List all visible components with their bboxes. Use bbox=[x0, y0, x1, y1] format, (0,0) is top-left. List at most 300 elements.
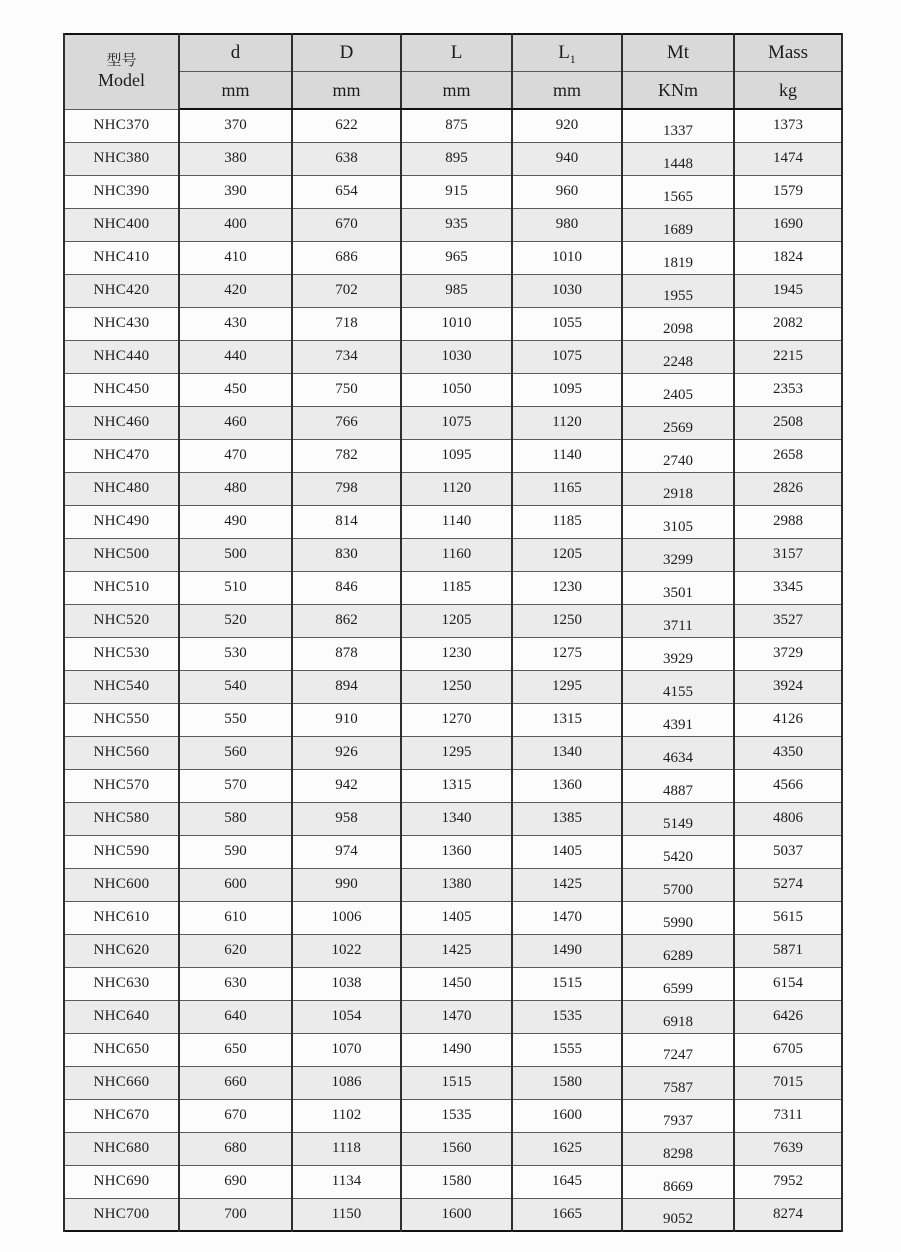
model-cell: NHC590 bbox=[64, 835, 179, 868]
value-cell-d: 640 bbox=[179, 1000, 292, 1033]
table-row bbox=[64, 1099, 842, 1132]
table-row bbox=[64, 1033, 842, 1066]
value-cell-L1: 1315 bbox=[512, 703, 622, 736]
value-cell-D: 702 bbox=[292, 274, 401, 307]
mt-value: 2248 bbox=[663, 353, 693, 370]
value-cell-L: 1490 bbox=[401, 1033, 512, 1066]
value-cell-Mass: 2082 bbox=[734, 307, 842, 340]
value-cell-D: 846 bbox=[292, 571, 401, 604]
value-cell-L1: 920 bbox=[512, 109, 622, 142]
value-cell-L1: 1645 bbox=[512, 1165, 622, 1198]
value-cell-Mt bbox=[622, 373, 734, 406]
value-cell-Mt bbox=[622, 1000, 734, 1033]
value-cell-D: 942 bbox=[292, 769, 401, 802]
value-cell-Mass: 4566 bbox=[734, 769, 842, 802]
value-cell-d: 460 bbox=[179, 406, 292, 439]
value-cell-d: 600 bbox=[179, 868, 292, 901]
table-row bbox=[64, 241, 842, 274]
table-row bbox=[64, 901, 842, 934]
model-cell: NHC700 bbox=[64, 1198, 179, 1231]
value-cell-L: 1140 bbox=[401, 505, 512, 538]
value-cell-L1: 1165 bbox=[512, 472, 622, 505]
model-cell: NHC610 bbox=[64, 901, 179, 934]
table-row bbox=[64, 802, 842, 835]
value-cell-L: 1230 bbox=[401, 637, 512, 670]
value-cell-d: 690 bbox=[179, 1165, 292, 1198]
value-cell-Mt bbox=[622, 340, 734, 373]
value-cell-Mt bbox=[622, 1066, 734, 1099]
value-cell-Mt bbox=[622, 1033, 734, 1066]
value-cell-Mt bbox=[622, 439, 734, 472]
value-cell-Mt bbox=[622, 637, 734, 670]
table-row bbox=[64, 274, 842, 307]
value-cell-L1: 1360 bbox=[512, 769, 622, 802]
value-cell-L: 875 bbox=[401, 109, 512, 142]
table-row bbox=[64, 208, 842, 241]
value-cell-Mt bbox=[622, 934, 734, 967]
value-cell-Mt bbox=[622, 241, 734, 274]
value-cell-L: 1315 bbox=[401, 769, 512, 802]
value-cell-L: 1380 bbox=[401, 868, 512, 901]
value-cell-Mt bbox=[622, 604, 734, 637]
spec-table bbox=[63, 33, 843, 1232]
value-cell-Mass: 1690 bbox=[734, 208, 842, 241]
table-row bbox=[64, 1066, 842, 1099]
model-cell: NHC400 bbox=[64, 208, 179, 241]
value-cell-D: 622 bbox=[292, 109, 401, 142]
value-cell-Mass: 1824 bbox=[734, 241, 842, 274]
value-cell-Mt bbox=[622, 703, 734, 736]
table-row bbox=[64, 373, 842, 406]
value-cell-D: 782 bbox=[292, 439, 401, 472]
value-cell-Mass: 1945 bbox=[734, 274, 842, 307]
value-cell-Mt bbox=[622, 538, 734, 571]
col-header-Mass: Mass bbox=[734, 34, 842, 72]
value-cell-L: 1425 bbox=[401, 934, 512, 967]
value-cell-Mt bbox=[622, 1165, 734, 1198]
value-cell-D: 638 bbox=[292, 142, 401, 175]
value-cell-Mass: 1373 bbox=[734, 109, 842, 142]
value-cell-L: 1030 bbox=[401, 340, 512, 373]
value-cell-Mass: 2508 bbox=[734, 406, 842, 439]
model-cell: NHC390 bbox=[64, 175, 179, 208]
value-cell-L: 1120 bbox=[401, 472, 512, 505]
model-cell: NHC410 bbox=[64, 241, 179, 274]
value-cell-L: 1450 bbox=[401, 967, 512, 1000]
value-cell-Mt bbox=[622, 967, 734, 1000]
value-cell-Mt bbox=[622, 868, 734, 901]
value-cell-L1: 1340 bbox=[512, 736, 622, 769]
value-cell-d: 400 bbox=[179, 208, 292, 241]
value-cell-D: 990 bbox=[292, 868, 401, 901]
value-cell-L: 1360 bbox=[401, 835, 512, 868]
mt-value: 8298 bbox=[663, 1145, 693, 1162]
value-cell-Mt bbox=[622, 472, 734, 505]
value-cell-L1: 1425 bbox=[512, 868, 622, 901]
value-cell-L1: 1555 bbox=[512, 1033, 622, 1066]
model-cell: NHC370 bbox=[64, 109, 179, 142]
mt-value: 2569 bbox=[663, 419, 693, 436]
value-cell-Mass: 3345 bbox=[734, 571, 842, 604]
value-cell-D: 1054 bbox=[292, 1000, 401, 1033]
value-cell-L: 1295 bbox=[401, 736, 512, 769]
value-cell-L: 1470 bbox=[401, 1000, 512, 1033]
table-row bbox=[64, 835, 842, 868]
value-cell-L: 1535 bbox=[401, 1099, 512, 1132]
mt-value: 6599 bbox=[663, 980, 693, 997]
col-header-L1-subscript: 1 bbox=[569, 51, 576, 66]
col-unit-L: mm bbox=[401, 72, 512, 110]
col-unit-Mass: kg bbox=[734, 72, 842, 110]
table-row bbox=[64, 538, 842, 571]
value-cell-L1: 1275 bbox=[512, 637, 622, 670]
value-cell-L1: 1140 bbox=[512, 439, 622, 472]
value-cell-d: 430 bbox=[179, 307, 292, 340]
mt-value: 1565 bbox=[663, 188, 693, 205]
value-cell-Mt bbox=[622, 109, 734, 142]
value-cell-L1: 1120 bbox=[512, 406, 622, 439]
value-cell-L1: 1535 bbox=[512, 1000, 622, 1033]
value-cell-d: 510 bbox=[179, 571, 292, 604]
model-cell: NHC630 bbox=[64, 967, 179, 1000]
mt-value: 1448 bbox=[663, 155, 693, 172]
value-cell-L: 1050 bbox=[401, 373, 512, 406]
value-cell-Mt bbox=[622, 1132, 734, 1165]
value-cell-D: 798 bbox=[292, 472, 401, 505]
mt-value: 5700 bbox=[663, 881, 693, 898]
value-cell-d: 490 bbox=[179, 505, 292, 538]
value-cell-Mass: 2353 bbox=[734, 373, 842, 406]
value-cell-Mass: 5871 bbox=[734, 934, 842, 967]
value-cell-L: 1205 bbox=[401, 604, 512, 637]
model-cell: NHC560 bbox=[64, 736, 179, 769]
model-cell: NHC470 bbox=[64, 439, 179, 472]
value-cell-d: 410 bbox=[179, 241, 292, 274]
mt-value: 4391 bbox=[663, 716, 693, 733]
mt-value: 8669 bbox=[663, 1178, 693, 1195]
model-cell: NHC520 bbox=[64, 604, 179, 637]
value-cell-D: 670 bbox=[292, 208, 401, 241]
value-cell-L: 965 bbox=[401, 241, 512, 274]
mt-value: 2918 bbox=[663, 485, 693, 502]
model-cell: NHC440 bbox=[64, 340, 179, 373]
table-row bbox=[64, 769, 842, 802]
mt-value: 5990 bbox=[663, 914, 693, 931]
value-cell-L1: 1010 bbox=[512, 241, 622, 274]
table-row bbox=[64, 868, 842, 901]
value-cell-Mass: 4350 bbox=[734, 736, 842, 769]
mt-value: 6918 bbox=[663, 1013, 693, 1030]
value-cell-Mass: 4126 bbox=[734, 703, 842, 736]
model-cell: NHC680 bbox=[64, 1132, 179, 1165]
model-cell: NHC620 bbox=[64, 934, 179, 967]
value-cell-L: 1405 bbox=[401, 901, 512, 934]
value-cell-Mass: 3729 bbox=[734, 637, 842, 670]
model-cell: NHC420 bbox=[64, 274, 179, 307]
value-cell-L1: 960 bbox=[512, 175, 622, 208]
table-row bbox=[64, 1165, 842, 1198]
model-cell: NHC650 bbox=[64, 1033, 179, 1066]
value-cell-Mass: 5274 bbox=[734, 868, 842, 901]
value-cell-d: 610 bbox=[179, 901, 292, 934]
value-cell-d: 670 bbox=[179, 1099, 292, 1132]
table-row bbox=[64, 340, 842, 373]
value-cell-L1: 1625 bbox=[512, 1132, 622, 1165]
table-row bbox=[64, 109, 842, 142]
header-model-en: Model bbox=[98, 69, 145, 90]
value-cell-d: 680 bbox=[179, 1132, 292, 1165]
value-cell-Mass: 2658 bbox=[734, 439, 842, 472]
value-cell-d: 590 bbox=[179, 835, 292, 868]
value-cell-D: 1118 bbox=[292, 1132, 401, 1165]
value-cell-D: 766 bbox=[292, 406, 401, 439]
mt-value: 3299 bbox=[663, 551, 693, 568]
value-cell-D: 862 bbox=[292, 604, 401, 637]
value-cell-Mt bbox=[622, 769, 734, 802]
value-cell-L1: 1230 bbox=[512, 571, 622, 604]
model-cell: NHC430 bbox=[64, 307, 179, 340]
mt-value: 1955 bbox=[663, 287, 693, 304]
value-cell-L: 1160 bbox=[401, 538, 512, 571]
model-cell: NHC510 bbox=[64, 571, 179, 604]
value-cell-Mt bbox=[622, 142, 734, 175]
value-cell-Mt bbox=[622, 901, 734, 934]
value-cell-d: 370 bbox=[179, 109, 292, 142]
table-row bbox=[64, 175, 842, 208]
value-cell-L1: 1515 bbox=[512, 967, 622, 1000]
value-cell-d: 530 bbox=[179, 637, 292, 670]
model-cell: NHC480 bbox=[64, 472, 179, 505]
mt-value: 3929 bbox=[663, 650, 693, 667]
value-cell-d: 390 bbox=[179, 175, 292, 208]
value-cell-L1: 1095 bbox=[512, 373, 622, 406]
table-row bbox=[64, 307, 842, 340]
value-cell-D: 1070 bbox=[292, 1033, 401, 1066]
mt-value: 1337 bbox=[663, 122, 693, 139]
value-cell-Mass: 1474 bbox=[734, 142, 842, 175]
table-row bbox=[64, 637, 842, 670]
table-row bbox=[64, 1000, 842, 1033]
value-cell-Mass: 2988 bbox=[734, 505, 842, 538]
mt-value: 4155 bbox=[663, 683, 693, 700]
value-cell-d: 470 bbox=[179, 439, 292, 472]
model-cell: NHC380 bbox=[64, 142, 179, 175]
value-cell-D: 894 bbox=[292, 670, 401, 703]
value-cell-Mass: 2215 bbox=[734, 340, 842, 373]
value-cell-D: 1006 bbox=[292, 901, 401, 934]
value-cell-d: 450 bbox=[179, 373, 292, 406]
value-cell-Mass: 4806 bbox=[734, 802, 842, 835]
model-cell: NHC540 bbox=[64, 670, 179, 703]
value-cell-D: 654 bbox=[292, 175, 401, 208]
value-cell-L1: 940 bbox=[512, 142, 622, 175]
value-cell-D: 974 bbox=[292, 835, 401, 868]
table-row bbox=[64, 1198, 842, 1231]
value-cell-L: 1340 bbox=[401, 802, 512, 835]
mt-value: 5420 bbox=[663, 848, 693, 865]
table-row bbox=[64, 571, 842, 604]
col-unit-L1: mm bbox=[512, 72, 622, 110]
table-row bbox=[64, 439, 842, 472]
value-cell-L: 1580 bbox=[401, 1165, 512, 1198]
model-cell: NHC530 bbox=[64, 637, 179, 670]
value-cell-D: 1102 bbox=[292, 1099, 401, 1132]
value-cell-d: 480 bbox=[179, 472, 292, 505]
value-cell-L: 895 bbox=[401, 142, 512, 175]
col-header-L: L bbox=[401, 34, 512, 72]
value-cell-Mt bbox=[622, 670, 734, 703]
value-cell-Mass: 7015 bbox=[734, 1066, 842, 1099]
value-cell-D: 926 bbox=[292, 736, 401, 769]
value-cell-Mass: 5037 bbox=[734, 835, 842, 868]
table-header bbox=[64, 34, 842, 109]
value-cell-Mt bbox=[622, 736, 734, 769]
table-row bbox=[64, 472, 842, 505]
value-cell-L: 1075 bbox=[401, 406, 512, 439]
value-cell-Mass: 6705 bbox=[734, 1033, 842, 1066]
header-model bbox=[64, 34, 179, 109]
table-row bbox=[64, 670, 842, 703]
col-header-L1: $L_1$ bbox=[512, 34, 622, 72]
value-cell-Mt bbox=[622, 835, 734, 868]
value-cell-L1: 980 bbox=[512, 208, 622, 241]
value-cell-L: 985 bbox=[401, 274, 512, 307]
value-cell-L1: 1600 bbox=[512, 1099, 622, 1132]
value-cell-L: 935 bbox=[401, 208, 512, 241]
value-cell-L: 1010 bbox=[401, 307, 512, 340]
value-cell-d: 620 bbox=[179, 934, 292, 967]
value-cell-d: 440 bbox=[179, 340, 292, 373]
model-cell: NHC570 bbox=[64, 769, 179, 802]
value-cell-D: 1038 bbox=[292, 967, 401, 1000]
value-cell-L1: 1030 bbox=[512, 274, 622, 307]
value-cell-d: 650 bbox=[179, 1033, 292, 1066]
model-cell: NHC500 bbox=[64, 538, 179, 571]
value-cell-D: 830 bbox=[292, 538, 401, 571]
table-row bbox=[64, 505, 842, 538]
value-cell-Mt bbox=[622, 175, 734, 208]
value-cell-Mass: 7311 bbox=[734, 1099, 842, 1132]
mt-value: 5149 bbox=[663, 815, 693, 832]
value-cell-L: 1270 bbox=[401, 703, 512, 736]
value-cell-L1: 1490 bbox=[512, 934, 622, 967]
table-row bbox=[64, 967, 842, 1000]
value-cell-L: 1515 bbox=[401, 1066, 512, 1099]
table-row bbox=[64, 703, 842, 736]
value-cell-Mass: 1579 bbox=[734, 175, 842, 208]
table-row bbox=[64, 406, 842, 439]
header-row-labels bbox=[64, 34, 842, 72]
model-cell: NHC460 bbox=[64, 406, 179, 439]
mt-value: 4887 bbox=[663, 782, 693, 799]
value-cell-L: 1250 bbox=[401, 670, 512, 703]
value-cell-Mass: 6154 bbox=[734, 967, 842, 1000]
value-cell-L1: 1580 bbox=[512, 1066, 622, 1099]
value-cell-Mass: 6426 bbox=[734, 1000, 842, 1033]
mt-value: 3711 bbox=[663, 617, 693, 634]
col-header-Mt: Mt bbox=[622, 34, 734, 72]
value-cell-Mass: 8274 bbox=[734, 1198, 842, 1231]
value-cell-D: 814 bbox=[292, 505, 401, 538]
value-cell-L1: 1665 bbox=[512, 1198, 622, 1231]
table-row bbox=[64, 604, 842, 637]
value-cell-d: 500 bbox=[179, 538, 292, 571]
value-cell-d: 570 bbox=[179, 769, 292, 802]
model-cell: NHC640 bbox=[64, 1000, 179, 1033]
value-cell-Mt bbox=[622, 505, 734, 538]
mt-value: 1689 bbox=[663, 221, 693, 238]
mt-value: 2098 bbox=[663, 320, 693, 337]
value-cell-d: 540 bbox=[179, 670, 292, 703]
value-cell-L1: 1250 bbox=[512, 604, 622, 637]
value-cell-Mass: 7639 bbox=[734, 1132, 842, 1165]
col-unit-D: mm bbox=[292, 72, 401, 110]
value-cell-L1: 1055 bbox=[512, 307, 622, 340]
header-row-units bbox=[64, 72, 842, 110]
value-cell-d: 580 bbox=[179, 802, 292, 835]
value-cell-d: 380 bbox=[179, 142, 292, 175]
value-cell-Mt bbox=[622, 208, 734, 241]
model-cell: NHC660 bbox=[64, 1066, 179, 1099]
value-cell-L1: 1075 bbox=[512, 340, 622, 373]
value-cell-D: 910 bbox=[292, 703, 401, 736]
mt-value: 7587 bbox=[663, 1079, 693, 1096]
value-cell-Mass: 3527 bbox=[734, 604, 842, 637]
value-cell-d: 560 bbox=[179, 736, 292, 769]
value-cell-D: 686 bbox=[292, 241, 401, 274]
col-unit-d: mm bbox=[179, 72, 292, 110]
mt-value: 7247 bbox=[663, 1046, 693, 1063]
model-cell: NHC690 bbox=[64, 1165, 179, 1198]
mt-value: 6289 bbox=[663, 947, 693, 964]
value-cell-Mt bbox=[622, 1099, 734, 1132]
value-cell-Mt bbox=[622, 571, 734, 604]
value-cell-L1: 1295 bbox=[512, 670, 622, 703]
value-cell-D: 734 bbox=[292, 340, 401, 373]
mt-value: 2405 bbox=[663, 386, 693, 403]
value-cell-L: 1095 bbox=[401, 439, 512, 472]
model-cell: NHC600 bbox=[64, 868, 179, 901]
model-cell: NHC490 bbox=[64, 505, 179, 538]
value-cell-L: 1560 bbox=[401, 1132, 512, 1165]
model-cell: NHC550 bbox=[64, 703, 179, 736]
value-cell-L1: 1405 bbox=[512, 835, 622, 868]
value-cell-Mass: 3157 bbox=[734, 538, 842, 571]
value-cell-d: 420 bbox=[179, 274, 292, 307]
col-header-d: d bbox=[179, 34, 292, 72]
mt-value: 1819 bbox=[663, 254, 693, 271]
table-row bbox=[64, 1132, 842, 1165]
mt-value: 3501 bbox=[663, 584, 693, 601]
value-cell-L1: 1470 bbox=[512, 901, 622, 934]
model-cell: NHC580 bbox=[64, 802, 179, 835]
value-cell-d: 660 bbox=[179, 1066, 292, 1099]
value-cell-d: 550 bbox=[179, 703, 292, 736]
table-body bbox=[64, 109, 842, 1231]
value-cell-Mt bbox=[622, 307, 734, 340]
value-cell-D: 1022 bbox=[292, 934, 401, 967]
value-cell-D: 1134 bbox=[292, 1165, 401, 1198]
value-cell-Mass: 5615 bbox=[734, 901, 842, 934]
value-cell-D: 878 bbox=[292, 637, 401, 670]
value-cell-Mass: 2826 bbox=[734, 472, 842, 505]
value-cell-Mass: 3924 bbox=[734, 670, 842, 703]
value-cell-D: 750 bbox=[292, 373, 401, 406]
header-model-zh: 型号 bbox=[106, 52, 137, 69]
value-cell-D: 958 bbox=[292, 802, 401, 835]
mt-value: 9052 bbox=[663, 1211, 693, 1227]
mt-value: 4634 bbox=[663, 749, 693, 766]
